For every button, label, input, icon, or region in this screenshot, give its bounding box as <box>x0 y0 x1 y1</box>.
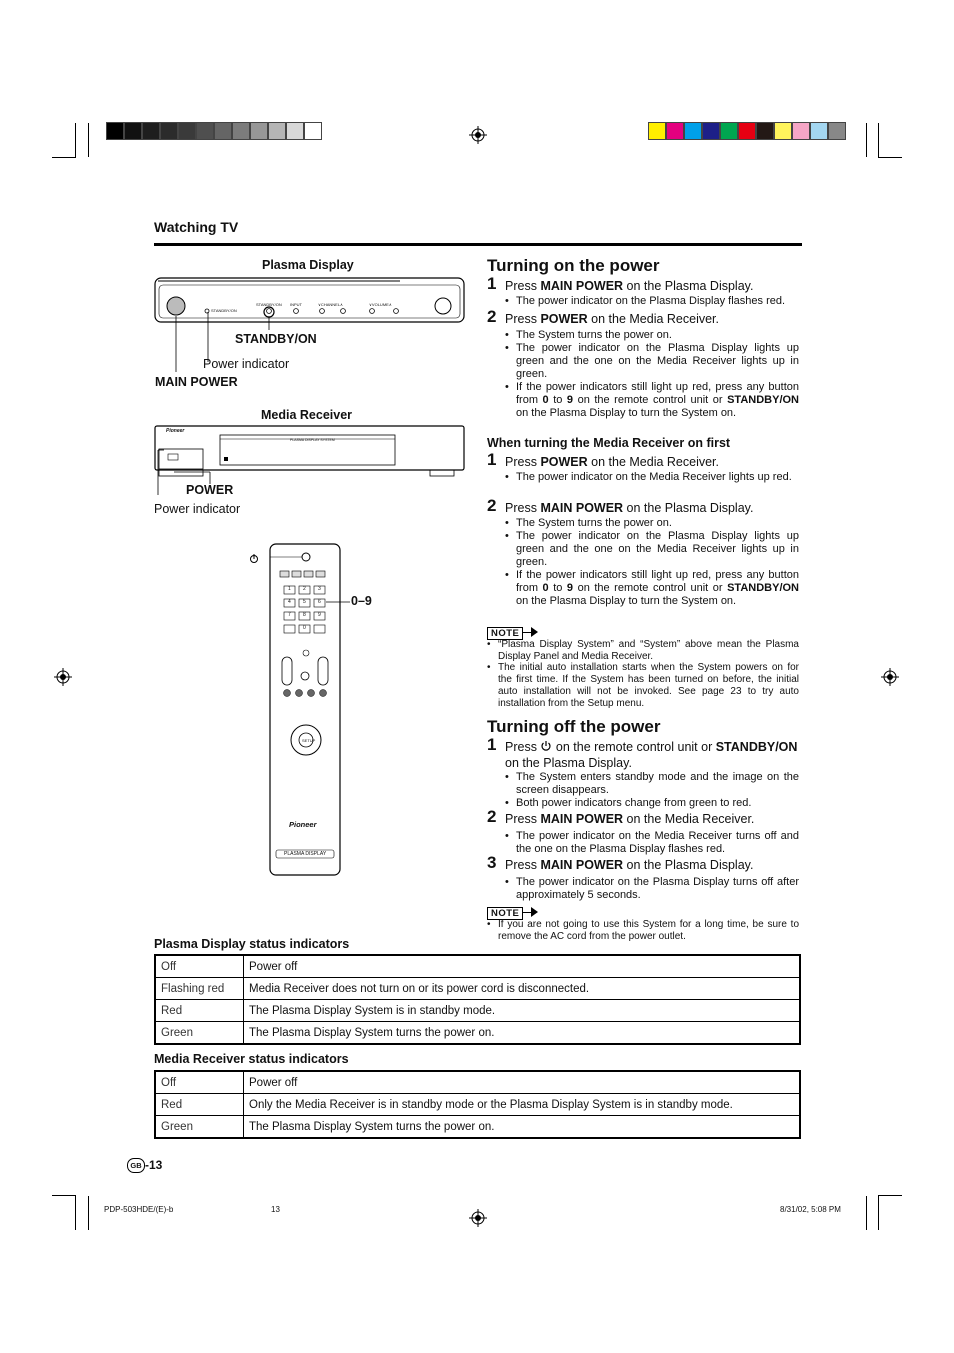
receiver-status-table <box>154 1070 801 1139</box>
note-arrow-icon <box>531 627 538 637</box>
step-bullet: • If the power indicators still light up red, press any button from 0 to 9 on the remote control unit or STANDBY/ON on the Plasma Display to turn the System on. <box>516 569 799 608</box>
color-swatch <box>810 122 828 140</box>
panel-label-channel: ∨CHANNEL∧ <box>318 302 343 307</box>
gray-swatch <box>286 122 304 140</box>
status-cell: Red <box>155 1000 244 1022</box>
gray-swatch <box>232 122 250 140</box>
step-number: 3 <box>487 853 497 872</box>
color-swatch <box>666 122 684 140</box>
color-swatch <box>828 122 846 140</box>
step-text: Press POWER on the Media Receiver. <box>505 455 719 469</box>
color-swatch <box>738 122 756 140</box>
panel-label-standby-button: STANDBY/ON <box>256 302 282 307</box>
gray-swatch <box>106 122 124 140</box>
remote-key-label: 1 <box>288 586 291 592</box>
remote-key-label: 9 <box>318 612 321 618</box>
step-bullet: • The power indicator on the Media Receiver turns off and the one on the Plasma Display flashes red. <box>516 830 799 856</box>
power-symbol-icon <box>540 740 552 752</box>
digits-label: 0–9 <box>351 594 372 608</box>
step-bullet: • The power indicator on the Plasma Display lights up green and the one on the Media Receiver lights up in green. <box>516 530 799 569</box>
step-bullet: • The power indicator on the Media Receiver lights up red. <box>516 471 799 484</box>
step-bullet: • If the power indicators still light up red, press any button from 0 to 9 on the remote control unit or STANDBY/ON on the Plasma Display to turn the System on. <box>516 381 799 420</box>
plasma-status-table <box>154 954 801 1045</box>
step-text: on the Plasma Display. <box>505 756 632 770</box>
step-text: on the Media Receiver. <box>623 812 755 826</box>
turning-off-heading: Turning off the power <box>487 717 661 736</box>
gray-swatch <box>214 122 232 140</box>
status-cell: Flashing red <box>155 978 244 1000</box>
remote-key-label: 2 <box>303 586 306 592</box>
turning-off-step-2 <box>505 811 754 827</box>
step-number: 2 <box>487 807 497 826</box>
status-cell: Green <box>155 1022 244 1045</box>
registration-mark-left <box>54 668 72 686</box>
status-cell: Off <box>155 1071 244 1094</box>
remote-key-label: 7 <box>288 612 291 618</box>
description-cell: Power off <box>244 955 801 978</box>
turning-on-note: • The initial auto installation starts when the System powers on for the first time. If the System has been turned on before, the initial auto installation will not be invoked. See page 23 to try auto installation from the Setup menu. <box>498 662 799 710</box>
registration-mark-right <box>881 668 899 686</box>
step-text: Press <box>505 812 541 826</box>
gray-swatch <box>268 122 286 140</box>
remote-key-label: 4 <box>288 599 291 605</box>
description-cell: Power off <box>244 1071 801 1094</box>
step-key: MAIN POWER <box>540 858 624 872</box>
remote-key-label: 3 <box>318 586 321 592</box>
table-row <box>155 1000 800 1022</box>
status-cell: Green <box>155 1116 244 1139</box>
gray-swatch <box>250 122 268 140</box>
status-cell: Red <box>155 1094 244 1116</box>
receiver-power-label: POWER <box>186 483 234 497</box>
step-bullet: • Both power indicators change from green to red. <box>516 797 799 810</box>
receiver-brand-logo: Pioneer <box>166 428 185 434</box>
remote-key-label: 0 <box>303 625 306 631</box>
gray-swatch <box>124 122 142 140</box>
color-swatch <box>702 122 720 140</box>
color-swatch <box>756 122 774 140</box>
table-row <box>155 955 800 978</box>
step-text: Press <box>505 858 541 872</box>
gray-swatch <box>196 122 214 140</box>
note-badge: NOTE <box>487 907 523 920</box>
description-cell: Only the Media Receiver is in standby mode or the Plasma Display System is in standby mode. <box>244 1094 801 1116</box>
plasma-table-title: Plasma Display status indicators <box>154 937 350 951</box>
color-swatch <box>720 122 738 140</box>
step-text: on the Plasma Display. <box>623 858 754 872</box>
turning-off-note: • If you are not going to use this System for a long time, be sure to remove the AC cord from the power outlet. <box>498 919 799 943</box>
remote-brand-logo: Pioneer <box>289 820 317 829</box>
step-text: on the remote control unit or <box>552 740 716 754</box>
table-row <box>155 978 800 1000</box>
remote-key-label: 8 <box>303 612 306 618</box>
receiver-first-subheading: When turning the Media Receiver on first <box>487 436 731 450</box>
step-number: 1 <box>487 735 497 754</box>
turning-off-step-3 <box>505 857 753 873</box>
step-number: 2 <box>487 307 497 326</box>
plasma-power-indicator-label: Power indicator <box>203 357 290 371</box>
step-bullet: • The power indicator on the Plasma Display flashes red. <box>516 295 799 308</box>
gb-badge: GB <box>127 1158 145 1173</box>
step-text: Press <box>505 740 541 754</box>
turning-off-step-1 <box>505 739 801 771</box>
description-cell: Media Receiver does not turn on or its power cord is disconnected. <box>244 978 801 1000</box>
plasma-display-title: Plasma Display <box>262 258 354 272</box>
table-row <box>155 1022 800 1045</box>
receiver-power-indicator-label: Power indicator <box>154 502 241 516</box>
standby-on-label: STANDBY/ON <box>235 332 317 346</box>
note-badge: NOTE <box>487 627 523 640</box>
footer-file-name: PDP-503HDE/(E)-b <box>104 1205 174 1214</box>
gray-swatch <box>160 122 178 140</box>
gray-swatch <box>304 122 322 140</box>
color-swatch <box>648 122 666 140</box>
note-arrow-icon <box>531 907 538 917</box>
panel-label-volume: ∨VOLUME∧ <box>369 302 392 307</box>
status-cell: Off <box>155 955 244 978</box>
step-text: Press MAIN POWER on the Plasma Display. <box>505 279 754 293</box>
footer-timestamp: 8/31/02, 5:08 PM <box>780 1205 841 1214</box>
step-bullet: • The power indicator on the Plasma Display turns off after approximately 5 seconds. <box>516 876 799 902</box>
description-cell: The Plasma Display System turns the power on. <box>244 1116 801 1139</box>
step-bullet: • The System turns the power on. <box>516 329 799 342</box>
color-swatch <box>792 122 810 140</box>
step-text: Press MAIN POWER on the Plasma Display. <box>505 501 754 515</box>
description-cell: The Plasma Display System is in standby mode. <box>244 1000 801 1022</box>
header-rule <box>154 243 802 246</box>
step-text: Press POWER on the Media Receiver. <box>505 312 719 326</box>
step-bullet: • The System enters standby mode and the image on the screen disappears. <box>516 771 799 797</box>
remote-key-label: 6 <box>318 599 321 605</box>
table-row <box>155 1071 800 1094</box>
turning-on-heading: Turning on the power <box>487 256 660 275</box>
table-row <box>155 1116 800 1139</box>
main-power-label: MAIN POWER <box>155 375 238 389</box>
panel-label-standby: STANDBY/ON <box>211 308 237 313</box>
panel-label-input: INPUT <box>290 302 302 307</box>
color-swatch <box>684 122 702 140</box>
remote-bottom-label: PLASMA DISPLAY <box>284 851 327 857</box>
step-bullet: • The power indicator on the Plasma Display lights up green and the one on the Media Receiver lights up in green. <box>516 342 799 381</box>
step-number: 1 <box>487 274 497 293</box>
description-cell: The Plasma Display System turns the power on. <box>244 1022 801 1045</box>
table-row <box>155 1094 800 1116</box>
turning-on-note: • “Plasma Display System” and “System” above mean the Plasma Display Panel and Media Receiver. <box>498 639 799 663</box>
receiver-panel-text: PLASMA DISPLAY SYSTEM <box>290 438 335 442</box>
remote-setup-label: SETUP <box>302 738 316 743</box>
registration-mark-bottom <box>469 1209 487 1227</box>
footer-file-page: 13 <box>271 1205 280 1214</box>
color-swatch <box>774 122 792 140</box>
registration-mark-top <box>469 126 487 144</box>
step-key: STANDBY/ON <box>715 740 798 754</box>
step-bullet: • The System turns the power on. <box>516 517 799 530</box>
digits-callout-line <box>326 600 352 604</box>
gray-swatch <box>178 122 196 140</box>
remote-key-label: 5 <box>303 599 306 605</box>
section-title: Watching TV <box>154 219 239 235</box>
step-number: 2 <box>487 496 497 515</box>
gray-swatch <box>142 122 160 140</box>
page-number: -13 <box>145 1158 163 1172</box>
step-number: 1 <box>487 450 497 469</box>
media-receiver-title: Media Receiver <box>261 408 353 422</box>
receiver-table-title: Media Receiver status indicators <box>154 1052 349 1066</box>
step-key: MAIN POWER <box>540 812 624 826</box>
